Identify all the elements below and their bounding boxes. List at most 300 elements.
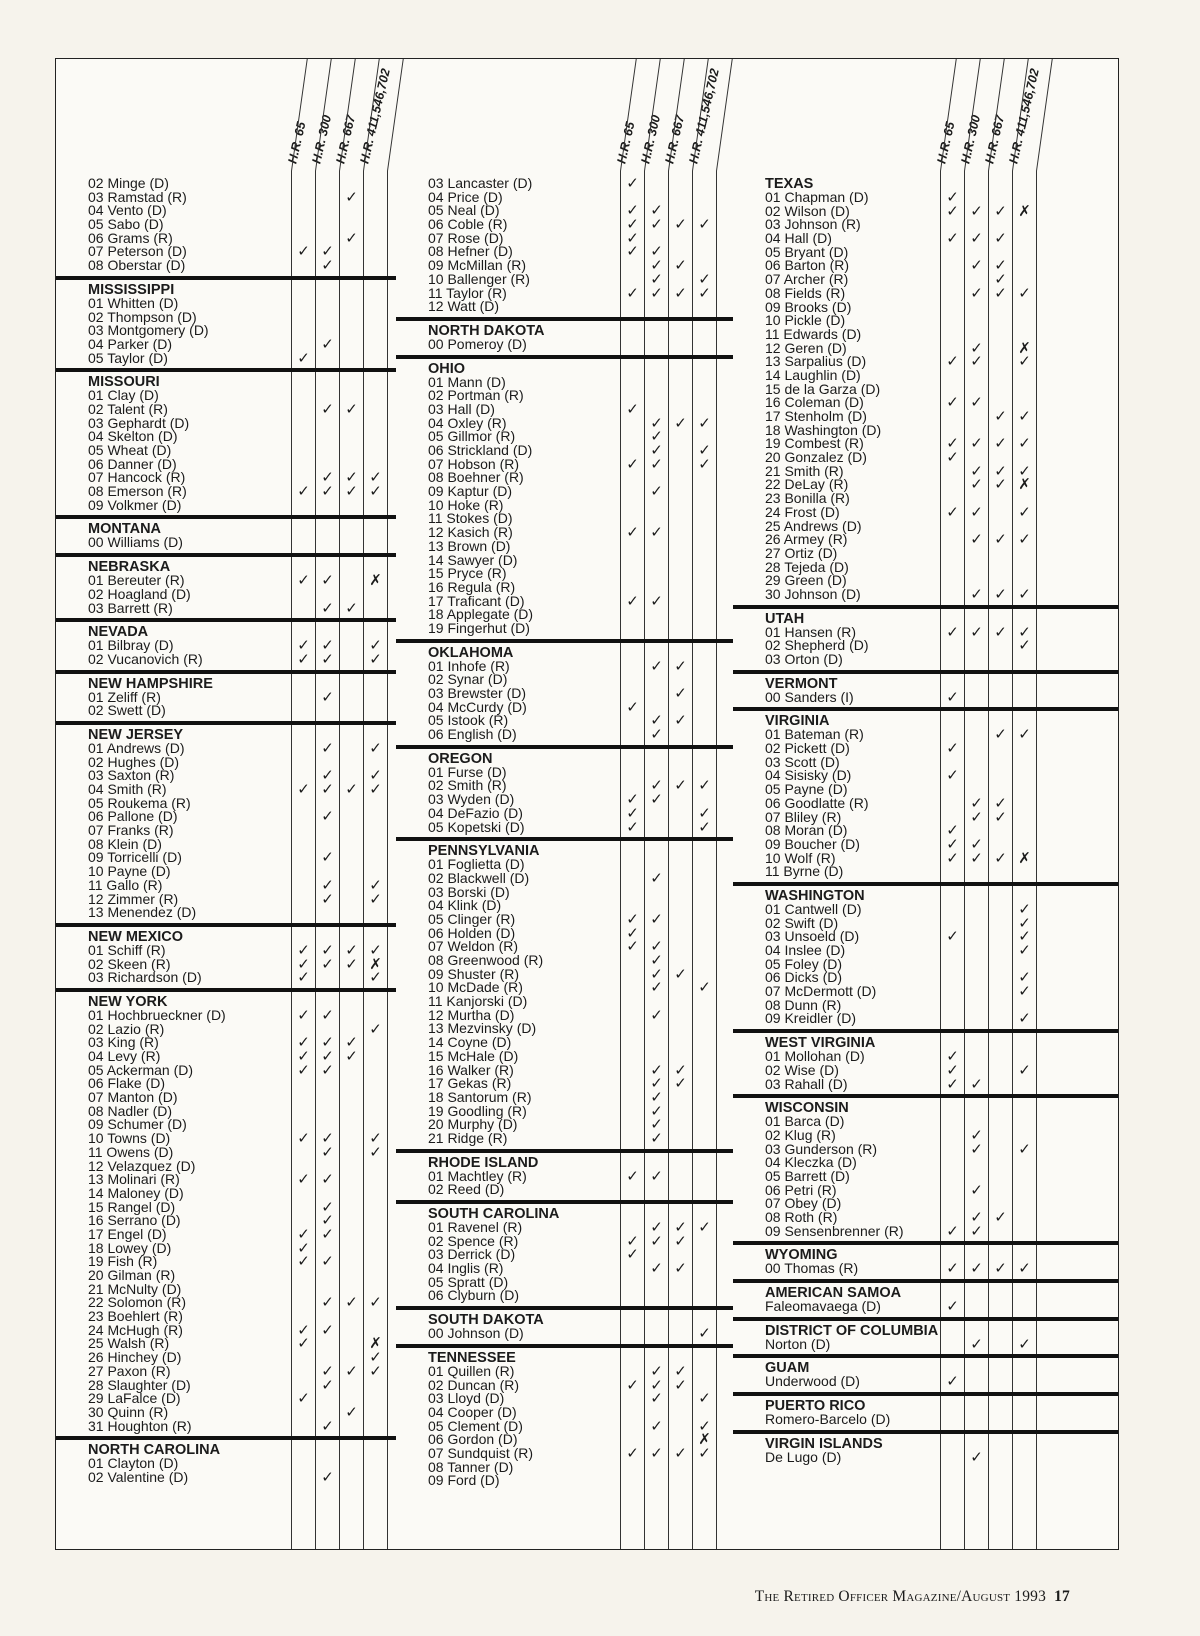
vote-mark: ✓ (994, 623, 1007, 641)
state-name: SOUTH CAROLINA (428, 1206, 560, 1222)
vote-mark: ✓ (369, 1349, 382, 1367)
member-name: 20 Gonzalez (D) (765, 449, 867, 466)
member-row (765, 1448, 1118, 1466)
member-name: 01 Barca (D) (765, 1113, 845, 1130)
member-name: 06 Clyburn (D) (428, 1287, 520, 1304)
state-section (733, 1430, 1118, 1465)
vote-mark: ✓ (650, 428, 663, 446)
state-section (56, 553, 396, 615)
vote-mark: ✓ (946, 353, 959, 371)
member-row (765, 1012, 1118, 1026)
member-name: 08 Moran (D) (765, 822, 848, 839)
member-name: 08 Boehner (R) (428, 469, 524, 486)
vote-mark: ✓ (674, 1362, 687, 1380)
vote-mark: ✗ (698, 1431, 711, 1449)
vote-mark: ✓ (321, 1143, 334, 1161)
member-name: De Lugo (D) (765, 1448, 842, 1465)
vote-mark: ✓ (970, 503, 983, 521)
vote-mark: ✓ (994, 1260, 1007, 1278)
vote-mark: ✓ (946, 1260, 959, 1278)
vote-mark: ✓ (994, 726, 1007, 744)
state-name: VERMONT (765, 675, 838, 692)
vote-mark: ✓ (946, 1048, 959, 1066)
member-row (428, 728, 733, 742)
member-name: 06 Goodlatte (R) (765, 794, 869, 811)
state-section (733, 1094, 1118, 1238)
member-name: 07 Peterson (D) (88, 243, 187, 260)
member-name: 21 Ridge (R) (428, 1129, 508, 1146)
vote-mark: ✓ (321, 1061, 334, 1079)
state-section (56, 618, 396, 666)
vote-mark: ✓ (626, 216, 639, 234)
state-name: WISCONSIN (765, 1100, 849, 1117)
state-section (396, 1200, 733, 1303)
vote-mark: ✓ (626, 910, 639, 928)
state-name: UTAH (765, 610, 805, 627)
vote-mark: ✓ (970, 435, 983, 453)
vote-mark: ✓ (674, 216, 687, 234)
member-name: 02 Shepherd (D) (765, 637, 869, 654)
member-name: 12 Zimmer (R) (88, 890, 179, 907)
vote-mark: ✓ (650, 910, 663, 928)
vote-mark: ✓ (297, 1006, 310, 1024)
member-row (765, 585, 1118, 603)
member-name: 03 Lloyd (D) (428, 1390, 505, 1407)
vote-mark: ✓ (626, 804, 639, 822)
member-row (428, 1327, 733, 1341)
vote-mark: ✓ (321, 1321, 334, 1339)
member-name: 11 Stokes (D) (428, 510, 513, 527)
state-section (733, 1354, 1118, 1389)
member-row (428, 1289, 733, 1303)
state-section (56, 276, 396, 365)
state-section (396, 837, 733, 1145)
member-row (765, 1222, 1118, 1240)
vote-mark: ✗ (1018, 476, 1031, 494)
vote-mark: ✓ (297, 572, 310, 590)
vote-mark: ✓ (321, 1253, 334, 1271)
vote-mark: ✓ (674, 657, 687, 675)
state-section (733, 1029, 1118, 1091)
member-row (88, 1417, 396, 1435)
member-name: 06 Grams (R) (88, 229, 173, 246)
vote-mark: ✓ (626, 924, 639, 942)
vote-mark: ✓ (1018, 637, 1031, 655)
vote-mark: ✓ (698, 442, 711, 459)
member-name: 02 Vucanovich (R) (88, 650, 203, 667)
vote-mark: ✓ (970, 849, 983, 867)
member-name: 14 Maloney (D) (88, 1184, 184, 1201)
state-section (733, 177, 1118, 602)
member-name: 04 Smith (R) (88, 781, 167, 797)
vote-mark: ✓ (650, 442, 663, 459)
state-section (396, 317, 733, 352)
member-name: 04 Skelton (D) (88, 428, 178, 445)
state-name: OKLAHOMA (428, 644, 514, 661)
member-name: 08 Dunn (R) (765, 996, 842, 1013)
vote-mark: ✗ (1018, 849, 1031, 867)
member-name: 05 Taylor (D) (88, 349, 168, 366)
member-name: 02 Wilson (D) (765, 202, 850, 219)
vote-mark: ✓ (650, 1232, 663, 1250)
vote-mark: ✗ (369, 1335, 382, 1353)
member-name: 17 Stenholm (D) (765, 408, 867, 424)
bill-header-label: H.R. 300 (309, 113, 335, 165)
member-name: 02 Talent (R) (88, 400, 168, 417)
vote-mark: ✓ (345, 400, 358, 418)
vote-mark: ✓ (970, 1209, 983, 1226)
vote-mark: ✓ (297, 483, 310, 501)
member-name: 03 Wyden (D) (428, 791, 515, 808)
member-name: 02 Hughes (D) (88, 753, 180, 770)
vote-mark: ✓ (946, 835, 959, 853)
vote-mark: ✓ (698, 804, 711, 822)
vote-mark: ✓ (650, 592, 663, 610)
vote-mark: ✓ (321, 483, 334, 501)
member-name: 21 Smith (R) (765, 462, 844, 479)
vote-mark: ✓ (297, 1171, 310, 1189)
state-section (396, 355, 733, 636)
vote-mark: ✓ (946, 202, 959, 220)
member-name: 10 Ballenger (R) (428, 270, 530, 287)
member-name: 04 Hall (D) (765, 230, 832, 247)
member-name: 30 Quinn (R) (88, 1403, 169, 1420)
member-name: 04 Inglis (R) (428, 1260, 504, 1277)
member-name: 16 Walker (R) (428, 1061, 514, 1078)
member-name: 06 Petri (R) (765, 1181, 837, 1198)
member-name: 06 Danner (D) (88, 455, 177, 472)
member-name: 10 Hoke (R) (428, 496, 504, 513)
state-section (733, 1392, 1118, 1427)
member-name: 05 Roukema (R) (88, 794, 191, 811)
state-section (733, 707, 1118, 879)
page-footer (755, 1588, 1070, 1606)
vote-mark: ✓ (321, 335, 334, 353)
member-name: 05 Wheat (D) (88, 442, 172, 458)
member-name: 12 Watt (D) (428, 298, 500, 315)
member-name: 25 Walsh (R) (88, 1335, 170, 1352)
state-section (396, 639, 733, 742)
vote-mark: ✓ (321, 890, 334, 908)
vote-mark: ✓ (321, 876, 334, 894)
member-name: Romero-Barcelo (D) (765, 1411, 891, 1428)
member-name: 06 Holden (D) (428, 924, 516, 941)
member-name: 09 Schumer (D) (88, 1116, 187, 1133)
vote-mark: ✓ (297, 1253, 310, 1271)
member-name: 00 Thomas (R) (765, 1260, 859, 1277)
vote-mark: ✗ (369, 572, 382, 590)
vote-mark: ✓ (970, 1181, 983, 1199)
vote-mark: ✓ (297, 1335, 310, 1353)
member-row (765, 865, 1118, 879)
vote-mark: ✓ (626, 455, 639, 473)
vote-mark: ✓ (946, 503, 959, 521)
member-name: 11 Edwards (D) (765, 325, 862, 342)
vote-mark: ✓ (674, 1444, 687, 1462)
vote-mark: ✓ (297, 1130, 310, 1148)
vote-mark: ✓ (674, 1061, 687, 1079)
member-name: 06 Pallone (D) (88, 808, 178, 825)
member-name: 03 Montgomery (D) (88, 322, 209, 339)
member-name: 09 Ford (D) (428, 1472, 500, 1489)
member-name: 16 Serrano (D) (88, 1212, 181, 1229)
state-name: TENNESSEE (428, 1349, 516, 1366)
state-name: NEW MEXICO (88, 928, 184, 945)
member-name: 07 Archer (R) (765, 271, 849, 288)
member-name: 05 Barrett (D) (765, 1167, 850, 1184)
member-name: 05 Gillmor (R) (428, 428, 516, 445)
member-name: 01 Chapman (D) (765, 189, 869, 205)
vote-mark: ✓ (970, 794, 983, 812)
vote-mark: ✓ (321, 1376, 334, 1394)
member-name: 17 Gekas (R) (428, 1075, 512, 1092)
vote-mark: ✓ (369, 941, 382, 959)
member-name: 05 Clement (D) (428, 1417, 523, 1434)
vote-mark: ✓ (970, 1448, 983, 1466)
member-name: 03 Richardson (D) (88, 969, 202, 986)
vote-mark: ✓ (321, 1006, 334, 1024)
vote-mark: ✓ (698, 818, 711, 836)
state-section (56, 515, 396, 550)
vote-mark: ✓ (970, 835, 983, 853)
vote-mark: ✓ (369, 637, 382, 655)
vote-mark: ✓ (698, 979, 711, 997)
vote-mark: ✓ (674, 1376, 687, 1394)
member-name: 20 Murphy (D) (428, 1116, 518, 1133)
vote-mark: ✓ (994, 202, 1007, 220)
vote-mark: ✓ (650, 791, 663, 809)
member-name: 04 Inslee (D) (765, 942, 846, 958)
state-name: PENNSYLVANIA (428, 843, 540, 860)
vote-mark: ✓ (650, 712, 663, 730)
vote-mark: ✓ (297, 1390, 310, 1408)
member-name: 06 Strickland (D) (428, 442, 533, 458)
member-name: 17 Engel (D) (88, 1225, 167, 1242)
member-name: Faleomavaega (D) (765, 1298, 881, 1315)
member-row (765, 653, 1118, 667)
vote-mark: ✓ (369, 1294, 382, 1312)
state-section (56, 923, 396, 985)
vote-mark: ✓ (1018, 942, 1031, 959)
member-name: 01 Clayton (D) (88, 1455, 179, 1472)
member-row (428, 335, 733, 352)
member-name: 04 Sisisky (D) (765, 767, 852, 784)
vote-mark: ✓ (1018, 1061, 1031, 1079)
member-name: 02 Pickett (D) (765, 740, 850, 757)
vote-mark: ✓ (1018, 1335, 1031, 1353)
vote-mark: ✓ (321, 1468, 334, 1486)
vote-mark: ✓ (297, 650, 310, 668)
state-section (56, 721, 396, 920)
vote-mark: ✓ (369, 483, 382, 501)
member-name: 08 Nadler (D) (88, 1102, 173, 1119)
member-name: 16 Regula (R) (428, 578, 516, 595)
member-name: 04 Vento (D) (88, 202, 167, 219)
vote-mark: ✓ (650, 455, 663, 473)
member-name: 06 Barton (R) (765, 257, 850, 274)
vote-mark: ✓ (698, 1390, 711, 1408)
member-name: 03 Lancaster (D) (428, 175, 533, 191)
member-name: 03 Saxton (R) (88, 767, 175, 784)
state-section (396, 745, 733, 834)
vote-mark: ✓ (297, 1225, 310, 1243)
member-name: 05 Clinger (R) (428, 910, 516, 927)
member-name: 03 Derrick (D) (428, 1246, 516, 1263)
member-name: 02 Swift (D) (765, 914, 839, 931)
vote-mark: ✓ (369, 1362, 382, 1380)
vote-mark: ✓ (970, 462, 983, 480)
member-name: 19 Combest (R) (765, 435, 864, 452)
member-name: 11 Gallo (R) (88, 876, 163, 893)
member-name: 15 McHale (D) (428, 1047, 519, 1064)
state-section (733, 882, 1118, 1026)
vote-mark: ✗ (369, 955, 382, 973)
state-name: NEVADA (88, 624, 149, 641)
vote-mark: ✓ (650, 1167, 663, 1185)
member-name: 00 Sanders (I) (765, 688, 854, 705)
member-name: 03 Gunderson (R) (765, 1140, 878, 1157)
member-name: 25 Andrews (D) (765, 517, 862, 534)
member-name: 06 Gordon (D) (428, 1431, 518, 1448)
vote-mark: ✓ (321, 1212, 334, 1230)
vote-mark: ✓ (626, 1246, 639, 1264)
vote-mark: ✓ (297, 1321, 310, 1339)
vote-mark: ✓ (970, 284, 983, 302)
member-name: 02 Portman (R) (428, 387, 524, 404)
vote-mark: ✓ (321, 243, 334, 261)
vote-mark: ✓ (650, 1061, 663, 1079)
vote-mark: ✓ (321, 599, 334, 617)
vote-mark: ✓ (970, 230, 983, 248)
state-section (56, 988, 396, 1433)
vote-mark: ✓ (674, 965, 687, 983)
member-row (88, 349, 396, 367)
member-name: 06 Dicks (D) (765, 969, 843, 986)
vote-mark: ✓ (946, 822, 959, 840)
vote-mark: ✓ (994, 476, 1007, 494)
member-name: 02 Blackwell (D) (428, 869, 530, 886)
bill-header-label: H.R. 667 (982, 113, 1008, 165)
member-name: 01 Bateman (R) (765, 726, 864, 743)
member-name: 08 Tanner (D) (428, 1458, 514, 1475)
vote-mark: ✓ (698, 1417, 711, 1435)
member-name: 03 Brewster (D) (428, 685, 527, 701)
state-name: MISSISSIPPI (88, 281, 175, 298)
vote-mark: ✓ (1018, 531, 1031, 549)
vote-mark: ✓ (946, 449, 959, 467)
member-name: 03 Unsoeld (D) (765, 928, 860, 945)
vote-mark: ✓ (369, 876, 382, 894)
vote-mark: ✓ (994, 1209, 1007, 1226)
vote-mark: ✓ (345, 229, 358, 247)
member-name: 10 McDade (R) (428, 979, 523, 996)
member-name: 15 Pryce (R) (428, 565, 507, 582)
vote-mark: ✓ (698, 455, 711, 473)
vote-mark: ✓ (650, 952, 663, 969)
state-name: NEW JERSEY (88, 726, 184, 743)
page-number: 17 (1054, 1588, 1070, 1605)
member-name: 02 Valentine (D) (88, 1468, 189, 1485)
vote-mark: ✓ (994, 284, 1007, 302)
member-name: 02 Duncan (R) (428, 1376, 520, 1393)
vote-mark: ✓ (650, 869, 663, 887)
vote-mark: ✓ (626, 698, 639, 716)
member-row (765, 1075, 1118, 1093)
vote-mark: ✓ (321, 1048, 334, 1065)
state-section (396, 1149, 733, 1197)
vote-mark: ✓ (970, 1075, 983, 1093)
vote-mark: ✓ (650, 1376, 663, 1394)
member-name: 23 Bonilla (R) (765, 490, 850, 507)
vote-mark: ✓ (970, 202, 983, 220)
vote-mark: ✓ (674, 284, 687, 302)
member-name: 00 Pomeroy (D) (428, 335, 527, 352)
vote-mark: ✓ (321, 1225, 334, 1243)
member-name: 02 Klug (R) (765, 1126, 836, 1143)
member-row (88, 650, 396, 668)
member-name: 01 Ravenel (R) (428, 1219, 523, 1235)
member-name: 01 Zeliff (R) (88, 688, 161, 705)
member-name: 13 Menendez (D) (88, 904, 197, 921)
vote-mark: ✓ (970, 353, 983, 371)
member-name: Underwood (D) (765, 1373, 860, 1390)
state-section (396, 1344, 733, 1488)
member-name: 02 Wise (D) (765, 1061, 839, 1078)
bill-header-label: H.R. 667 (662, 113, 688, 165)
member-name: 02 Reed (D) (428, 1181, 505, 1198)
vote-mark: ✓ (946, 189, 959, 206)
vote-mark: ✓ (674, 777, 687, 795)
member-name: 03 Ramstad (R) (88, 188, 187, 205)
vote-mark: ✓ (994, 849, 1007, 867)
state-section (56, 177, 396, 273)
vote-mark: ✓ (626, 1444, 639, 1462)
vote-mark: ✓ (369, 469, 382, 487)
vote-mark: ✓ (650, 777, 663, 795)
vote-mark: ✓ (970, 257, 983, 275)
bill-header-label: H.R. 300 (958, 113, 984, 165)
member-name: 07 Bliley (R) (765, 808, 842, 825)
vote-mark: ✓ (650, 1390, 663, 1408)
member-name: 04 DeFazio (D) (428, 804, 523, 821)
member-name: 03 Barrett (R) (88, 599, 173, 616)
vote-mark: ✓ (994, 794, 1007, 812)
member-name: 01 Furse (D) (428, 763, 507, 780)
column-1 (56, 59, 396, 1549)
vote-mark: ✓ (321, 1417, 334, 1435)
member-name: 10 Pickle (D) (765, 312, 846, 329)
vote-mark: ✓ (674, 414, 687, 432)
member-name: 18 Lowey (D) (88, 1239, 172, 1256)
member-row (88, 1468, 396, 1486)
vote-mark: ✓ (369, 890, 382, 908)
member-name: 03 Borski (D) (428, 883, 510, 900)
member-name: 05 Foley (D) (765, 955, 843, 972)
vote-mark: ✓ (626, 1167, 639, 1185)
state-name: MONTANA (88, 521, 162, 538)
vote-mark: ✓ (650, 284, 663, 302)
vote-mark: ✓ (321, 767, 334, 785)
member-name: 09 McMillan (R) (428, 257, 527, 274)
vote-mark: ✓ (650, 524, 663, 542)
member-name: 03 Hall (D) (428, 400, 495, 417)
member-name: 00 Johnson (D) (428, 1325, 524, 1342)
vote-mark: ✓ (698, 414, 711, 432)
vote-mark: ✓ (970, 1126, 983, 1144)
vote-mark: ✓ (970, 623, 983, 641)
member-name: 02 Spence (R) (428, 1232, 519, 1249)
member-name: 19 Fingerhut (D) (428, 619, 530, 636)
